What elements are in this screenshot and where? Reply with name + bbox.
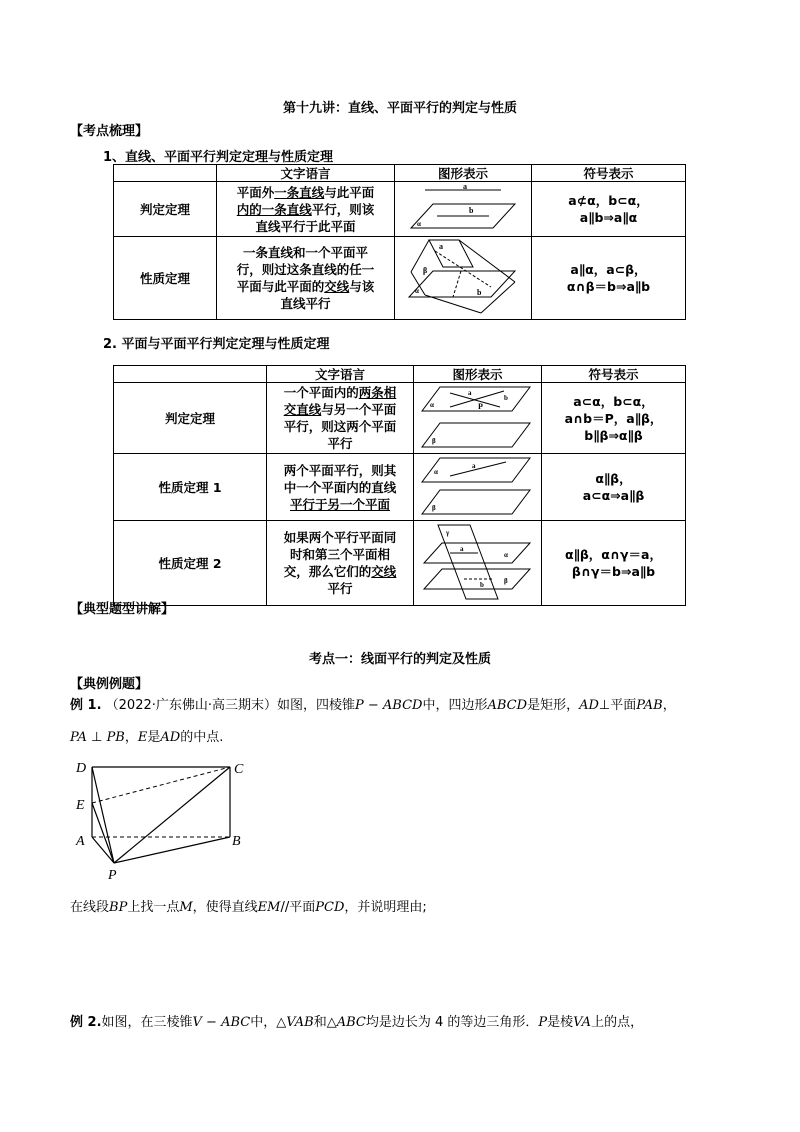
fig-label-alpha: α — [415, 287, 419, 295]
symbol-line: α∩β＝b⇒a∥b — [566, 279, 651, 294]
math-ad: AD — [160, 730, 181, 745]
math-pab: PAB — [636, 698, 663, 713]
row-name: 性质定理 1 — [114, 454, 267, 521]
row-symbol — [542, 521, 686, 606]
text-part: 与此平面 — [324, 184, 375, 200]
fig-label-a: a — [468, 389, 472, 397]
fig-label-beta: β — [432, 437, 436, 445]
text-part: 行，则过这条直线的任一 — [236, 262, 375, 277]
table-header-text: 文字语言 — [267, 366, 414, 383]
table-line-plane-parallel — [113, 164, 686, 320]
row-symbol — [542, 454, 686, 521]
row-figure — [395, 237, 532, 320]
symbol-line: a∩b＝P，a∥β， — [564, 410, 663, 426]
row-figure — [414, 521, 542, 606]
text-part: 平行 — [327, 581, 353, 596]
vertex-label-b: B — [232, 834, 241, 849]
math-pb: PB — [106, 730, 125, 745]
math-perp: ⊥ — [91, 730, 103, 745]
text-part: 是 — [147, 730, 161, 745]
underlined-text: 交直线 — [283, 402, 322, 417]
text-part: 均是边长为 4 的等边三角形． — [365, 1015, 539, 1030]
vertex-label-c: C — [234, 762, 244, 777]
row-figure — [414, 454, 542, 521]
math-pyramid: P − ABCD — [355, 698, 423, 713]
row-name: 判定定理 — [114, 383, 267, 454]
text-part: 与另一个平面 — [321, 402, 397, 417]
table-header-blank — [114, 165, 217, 182]
fig-label-beta: β — [432, 504, 436, 512]
math-pcd: PCD — [315, 900, 345, 915]
subsection-1-heading: 1、直线、平面平行判定定理与性质定理 — [103, 150, 334, 165]
symbol-line: a∥b⇒a∥α — [579, 210, 638, 225]
text-part: 中一个平面内的直线 — [283, 479, 397, 495]
figure-two-planes-line — [420, 454, 535, 516]
table-header-symbol: 符号表示 — [542, 366, 686, 383]
example-label-heading: 【典例例题】 — [70, 677, 149, 692]
row-name: 判定定理 — [114, 182, 217, 237]
vertex-label-a: A — [76, 834, 85, 849]
math-quad: ABCD — [487, 698, 528, 713]
text-part: ， — [662, 698, 676, 713]
underlined-text: 内的一条直线 — [236, 201, 312, 217]
text-part: 直线平行 — [280, 296, 331, 311]
text-part: 上的点， — [591, 1015, 644, 1030]
section-outline-heading: 【考点梳理】 — [70, 124, 149, 139]
figure-three-planes — [420, 521, 535, 601]
fig-label-a: a — [472, 462, 476, 470]
text-part: （2022·广东佛山·高三期末）如图，四棱锥 — [105, 698, 356, 713]
example-1-question — [70, 898, 427, 918]
row-text — [217, 182, 395, 237]
text-part: 在线段 — [70, 900, 110, 915]
text-part: 平面 — [610, 698, 637, 713]
vertex-label-p: P — [108, 868, 117, 883]
row-text — [267, 454, 414, 521]
text-part: 中， — [250, 1015, 277, 1030]
figure-line-parallel-plane — [403, 182, 523, 232]
figure-pyramid-pabcd — [70, 755, 260, 883]
symbol-line: α∥β， — [595, 471, 632, 486]
row-text — [267, 521, 414, 606]
fig-label-alpha: α — [430, 401, 434, 409]
text-part: 平面 — [289, 900, 316, 915]
text-part: 交，那么它们的 — [283, 564, 372, 579]
row-name: 性质定理 — [114, 237, 217, 320]
symbol-line: b∥β⇒α∥β — [584, 427, 643, 443]
text-part: 两个平面平行，则其 — [283, 462, 397, 478]
fig-label-alpha: α — [417, 220, 421, 228]
row-figure — [414, 383, 542, 454]
underlined-text: 交线 — [324, 279, 350, 294]
text-part: ，并说明理由; — [344, 900, 427, 915]
text-part: 如图，在三棱锥 — [101, 1015, 193, 1030]
underlined-text: 交线 — [371, 564, 397, 579]
vertex-label-d: D — [76, 761, 87, 776]
fig-label-a: a — [460, 545, 464, 553]
example-1-statement-line2 — [70, 728, 223, 748]
symbol-line: a⊄α，b⊂α， — [568, 193, 649, 208]
row-text — [267, 383, 414, 454]
table-header-blank — [114, 366, 267, 383]
text-part: 和 — [313, 1015, 327, 1030]
table-row — [114, 454, 686, 521]
fig-label-b: b — [480, 581, 484, 589]
table-header-figure: 图形表示 — [395, 165, 532, 182]
subsection-2-heading: 2. 平面与平面平行判定定理与性质定理 — [103, 337, 330, 352]
table-header-symbol: 符号表示 — [532, 165, 686, 182]
text-part: ， — [124, 730, 138, 745]
table-row — [114, 237, 686, 320]
underlined-text: 平行于另一个平面 — [289, 496, 390, 512]
text-part: 平行，则该 — [311, 201, 375, 217]
fig-label-a: a — [439, 242, 443, 251]
row-symbol — [532, 237, 686, 320]
example-2-label: 例 2. — [70, 1015, 102, 1030]
row-name: 性质定理 2 — [114, 521, 267, 606]
text-part: 平行，则这两个平面 — [283, 419, 397, 434]
fig-label-gamma: γ — [446, 529, 450, 537]
example-2-statement — [70, 1013, 760, 1033]
fig-label-alpha: α — [434, 468, 438, 476]
text-part: 的中点. — [180, 730, 224, 745]
text-part: 上找一点 — [127, 900, 180, 915]
table-header-text: 文字语言 — [217, 165, 395, 182]
table-row — [114, 383, 686, 454]
text-part: 中，四边形 — [422, 698, 488, 713]
table-plane-plane-parallel — [113, 365, 686, 606]
text-part: 平行 — [327, 436, 353, 451]
fig-label-b: b — [469, 206, 474, 215]
vertex-label-e: E — [76, 798, 85, 813]
math-parallel: // — [280, 900, 290, 915]
math-perp: ⊥ — [598, 698, 611, 713]
underlined-text: 两条相 — [358, 385, 397, 400]
row-symbol — [532, 182, 686, 237]
math-pa: PA — [70, 730, 87, 745]
math-triangle-abc: △ABC — [326, 1015, 366, 1030]
math-em: EM — [257, 900, 281, 915]
text-part: 时和第三个平面相 — [289, 547, 390, 562]
example-1-label: 例 1. — [70, 698, 102, 713]
math-m: M — [179, 900, 193, 915]
text-part: ，使得直线 — [192, 900, 258, 915]
row-symbol — [542, 383, 686, 454]
fig-label-a: a — [463, 182, 467, 191]
table-row — [114, 182, 686, 237]
table-header-figure: 图形表示 — [414, 366, 542, 383]
table-row — [114, 521, 686, 606]
text-part: 一个平面内的 — [283, 385, 359, 400]
math-p: P — [538, 1015, 548, 1030]
figure-two-planes-intersecting-lines — [420, 383, 535, 449]
text-part: 一条直线和一个平面平 — [242, 245, 368, 260]
symbol-line: a∥α，a⊂β， — [570, 262, 647, 277]
fig-label-b: b — [504, 394, 508, 402]
fig-label-p: P — [478, 402, 483, 411]
text-part: 直线平行于此平面 — [255, 218, 356, 234]
page-title: 第十九讲：直线、平面平行的判定与性质 — [282, 101, 517, 116]
section-examples-heading: 【典型题型讲解】 — [70, 602, 175, 617]
math-triangle-vab: △VAB — [276, 1015, 314, 1030]
math-bp: BP — [109, 900, 128, 915]
fig-label-b: b — [477, 288, 482, 297]
topic-1-heading: 考点一：线面平行的判定及性质 — [308, 652, 491, 667]
text-part: 平面外 — [236, 184, 275, 200]
text-part: 与该 — [349, 279, 375, 294]
fig-label-beta: β — [504, 577, 508, 585]
text-part: 是棱 — [547, 1015, 574, 1030]
symbol-line: α∥β，α∩γ＝a， — [565, 547, 662, 562]
math-va: VA — [573, 1015, 592, 1030]
row-text — [217, 237, 395, 320]
text-part: 如果两个平行平面同 — [283, 530, 397, 545]
math-e: E — [137, 730, 148, 745]
underlined-text: 一条直线 — [274, 184, 325, 200]
text-part: 平面与此平面的 — [236, 279, 325, 294]
symbol-line: a⊂α⇒a∥β — [582, 488, 645, 503]
symbol-line: β∩γ＝b⇒a∥b — [571, 564, 656, 579]
math-ad: AD — [579, 698, 599, 713]
text-part: 是矩形， — [527, 698, 580, 713]
figure-plane-intersection — [403, 237, 523, 315]
fig-label-alpha: α — [504, 551, 508, 559]
row-figure — [395, 182, 532, 237]
fig-label-beta: β — [423, 266, 428, 275]
example-1-statement — [70, 696, 750, 716]
math-pyramid: V − ABC — [192, 1015, 251, 1030]
symbol-line: a⊂α，b⊂α， — [573, 393, 654, 409]
